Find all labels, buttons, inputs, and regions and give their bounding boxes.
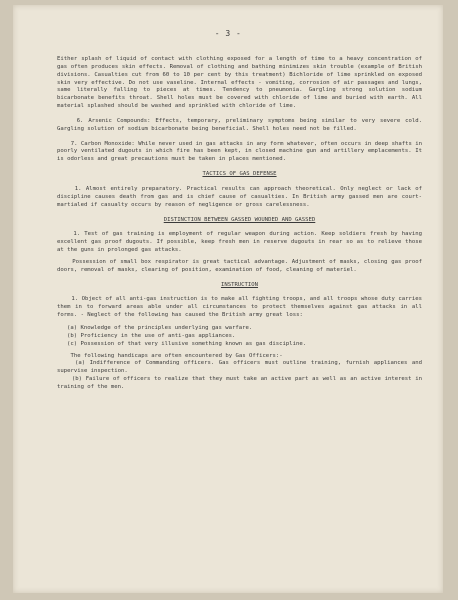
- spacer: [57, 210, 422, 217]
- spacer: [57, 289, 422, 296]
- section-heading: INSTRUCTION: [220, 281, 259, 288]
- paragraph: The following handicaps are often encountered by Gas Officers:- (a) Indifference of Commanding officers. Gas officers must outline training, furnish appliances and supervise inspection. (b) Failure of officers to realize that they must take an active part as well as an active interest in training of the men.: [57, 352, 422, 390]
- list-item: (c) Possession of that very illusive something known as gas discipline.: [67, 341, 307, 348]
- paragraph: 1. Test of gas training is employment of regular weapon during action. Keep soldiers fresh by having excellent gas proof dugouts. If possible, keep fresh men in reserve dugouts in rear so as to relieve those at the guns in prolonged gas attacks.: [57, 231, 426, 254]
- spacer: [57, 275, 422, 282]
- paragraph: 1. Almost entirely preparatory. Practical results can approach theoretical. Only neglect or lack of discipline causes death from gas and is chief cause of casualties. In British army gassed men are court-martialed if casualty occurs by reason of negligence or gross carelessness.: [57, 185, 426, 208]
- paragraph: 6. Arsenic Compounds: Effects, temporary, preliminary symptoms being similar to very severe cold. Gargling solution of sodium bicarbonate being beneficial. Shell holes need not be filled.: [57, 117, 426, 132]
- paragraph: Either splash of liquid of contact with clothing exposed for a length of time to a heavy concentration of gas often produces skin effects. Removal of clothing and bathing minimizes skin trouble (example of British divisions. Casualties cut from 60 to 10 per cent by this treatment) Bichloride of lime sprinkled on exposed skin very effective. Do not use vaseline. Internal effects - vomiting, corrosion of air passages and lungs, same literally falling to pieces at times. Tendency to pneumonia. Gargling strong solution sodium bicarbonate benefits throat. Shell holes must be covered with chloride of lime and buried with earth. All material splashed should be washed and sprinkled with chloride of lime.: [57, 56, 426, 110]
- spacer: [57, 224, 422, 231]
- spacer: [57, 134, 422, 141]
- spacer: [57, 111, 422, 118]
- paragraph: 1. Object of all anti-gas instruction is to make all fighting troops, and all troops whose duty carries them in to forward areas able under all circumstances to protect themselves against gas attacks in all forms. - Neglect of the following has caused the British army great loss:: [57, 296, 426, 319]
- spacer: [57, 179, 422, 186]
- requirements-list: [57, 324, 422, 349]
- document-body: [57, 56, 426, 392]
- section-heading: TACTICS OF GAS DEFENSE: [202, 171, 277, 178]
- document-page: [13, 5, 443, 593]
- list-item: (b) Proficiency in the use of anti-gas appliances.: [67, 333, 236, 340]
- spacer: [57, 164, 422, 171]
- paragraph: 7. Carbon Monoxide: While never used in gas attacks in any form whatever, often occurs in deep shafts in poorly ventilated dugouts in which fire has been kept, in closed machine gun and artillery emplacements. It is odorless and great precautions must be taken in places mentioned.: [57, 140, 426, 163]
- paragraph: Possession of small box respirator is great tactical advantage. Adjustment of masks, closing gas proof doors, removal of masks, clearing of position, examination of food, cleaning of materiel.: [57, 258, 426, 273]
- list-item: (a) Knowledge of the principles underlying gas warfare.: [67, 324, 253, 331]
- section-heading: DISTINCTION BETWEEN GASSED WOUNDED AND GASSED: [163, 216, 316, 223]
- page-number: - 3 -: [214, 29, 242, 38]
